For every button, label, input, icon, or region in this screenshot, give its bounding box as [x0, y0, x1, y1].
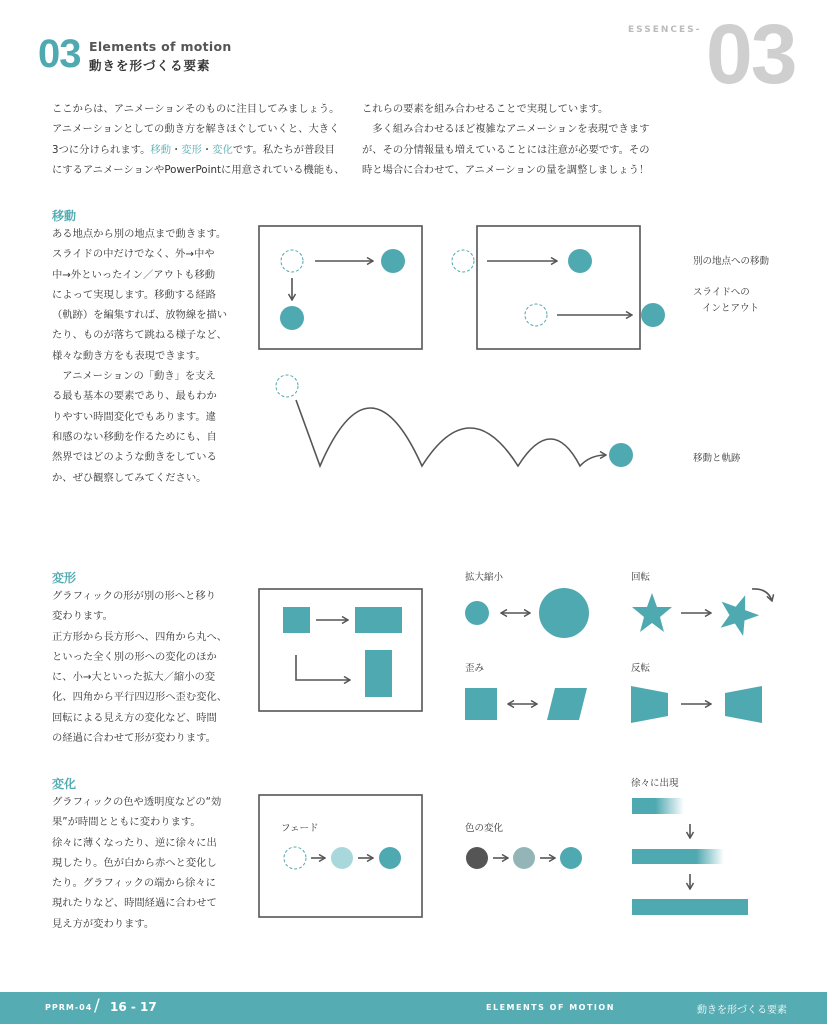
footer [0, 992, 827, 1024]
intro-line: アニメーションとしての動き方を解きほぐしていくと、大きく [52, 123, 340, 136]
intro-line: 多く組み合わせるほど複雑なアニメーションを表現できます [362, 123, 650, 136]
section-heading: 変形 [52, 571, 77, 585]
move-diagram-point [259, 226, 422, 349]
footer-section-jp: 動きを形づくる要素 [697, 1005, 787, 1016]
text: 3つに分けられます。 [52, 143, 151, 156]
body-line: 見え方が変わります。 [52, 917, 155, 930]
separator: ・ [201, 143, 213, 156]
footer-section-en: ELEMENTS OF MOTION [486, 1003, 615, 1012]
label-slide-inout-1: スライドへの [693, 287, 750, 298]
label-trajectory: 移動と軌跡 [693, 453, 741, 464]
change-diagram-color [466, 847, 582, 869]
title-jp: 動きを形づくる要素 [89, 58, 211, 73]
essences-number: 03 [706, 7, 796, 101]
body-line: 然界ではどのような動きをしている [52, 451, 217, 464]
section-heading: 変化 [52, 777, 77, 791]
body-line: 正方形から長方形へ、四角から丸へ、 [52, 630, 228, 643]
body-line: によって実現します。移動する経路 [52, 288, 216, 301]
highlight-transform: 変形 [181, 143, 202, 156]
title-en: Elements of motion [89, 39, 232, 54]
body-line: 現したり。色が白から赤へと変化し [52, 856, 217, 869]
label-fade: フェード [281, 823, 319, 834]
body-line: アニメーションの「動き」を支え [52, 370, 216, 383]
label-wipe: 徐々に出現 [631, 778, 679, 789]
label-scale: 拡大縮小 [465, 572, 504, 583]
change-diagram-wipe [632, 798, 748, 915]
body-line: スライドの中だけでなく、外→中や [52, 248, 215, 261]
body-line: 化、四角から平行四辺形へ歪む変化、 [52, 691, 228, 704]
label-slide-inout-2: インとアウト [702, 303, 760, 314]
intro-line: にするアニメーションやPowerPointに用意されている機能も、 [52, 163, 345, 176]
move-diagram-trajectory [276, 375, 633, 467]
label-move-to-point: 別の地点への移動 [693, 256, 770, 267]
body-line: 現れたりなど、時間経過に合わせて [52, 897, 217, 910]
body-line: りやすい時間変化でもあります。違 [52, 410, 216, 423]
transform-diagram-skew [465, 688, 587, 720]
label-rotate: 回転 [631, 572, 651, 583]
body-line: か、ぜひ観察してみてください。 [52, 471, 207, 484]
body-line: 中→外といったイン／アウトも移動 [52, 268, 216, 281]
essences-label: ESSENCES- [628, 25, 702, 35]
body-line: たり、ものが落ちて跳ねる様子など、 [52, 329, 227, 342]
label-color-change: 色の変化 [465, 823, 504, 834]
body-line: （軌跡）を編集すれば、放物線を描い [52, 309, 228, 322]
label-flip: 反転 [631, 663, 651, 674]
body-line: 回転による見え方の変化など、時間 [52, 711, 217, 724]
highlight-change: 変化 [212, 143, 233, 156]
body-line: 様々な動き方をも表現できます。 [52, 349, 206, 362]
footer-code: PPRM-04 [45, 1003, 93, 1012]
label-skew: 歪み [465, 663, 485, 674]
body-line: る最も基本の要素であり、最もわか [52, 390, 217, 403]
body-line: たり。グラフィックの端から徐々に [52, 877, 216, 890]
intro-line: 時と場合に合わせて、アニメーションの量を調整しましょう！ [362, 163, 650, 176]
body-line: 果”が時間とともに変わります。 [52, 816, 201, 829]
body-line: の経過に合わせて形が変わります。 [52, 732, 216, 745]
body-line: ある地点から別の地点まで動きます。 [52, 228, 227, 240]
intro-line: が、その分情報量も増えていることには注意が必要です。その [362, 143, 650, 156]
transform-diagram-scale [465, 588, 589, 638]
transform-diagram-rotate [632, 588, 772, 638]
body-line: グラフィックの色や透明度などの“効 [52, 796, 222, 808]
body-line: グラフィックの形が別の形へと移り [52, 590, 216, 602]
body-line: 変わります。 [52, 610, 113, 623]
body-line: 徐々に薄くなったり、逆に徐々に出 [52, 836, 217, 849]
body-line: に、小→大といった拡大／縮小の変 [52, 671, 216, 684]
section-heading: 移動 [52, 209, 77, 223]
chapter-number: 03 [38, 32, 81, 76]
body-line: といった全く別の形への変化のほか [52, 650, 217, 663]
move-diagram-inout [452, 226, 665, 349]
footer-slash: / [94, 996, 100, 1016]
highlight-move: 移動 [150, 143, 171, 156]
body-line: 和感のない移動を作るためにも、自 [52, 430, 217, 443]
footer-pages: 16 - 17 [110, 1000, 157, 1014]
separator: ・ [171, 143, 182, 156]
transform-diagram-flip [631, 686, 762, 723]
change-diagram-fade [259, 795, 422, 917]
transform-diagram-shape [259, 589, 422, 711]
intro-line: ここからは、アニメーションそのものに注目してみましょう。 [52, 103, 340, 115]
text: です。私たちが普段目 [232, 143, 335, 156]
intro-line: これらの要素を組み合わせることで実現しています。 [362, 103, 609, 115]
